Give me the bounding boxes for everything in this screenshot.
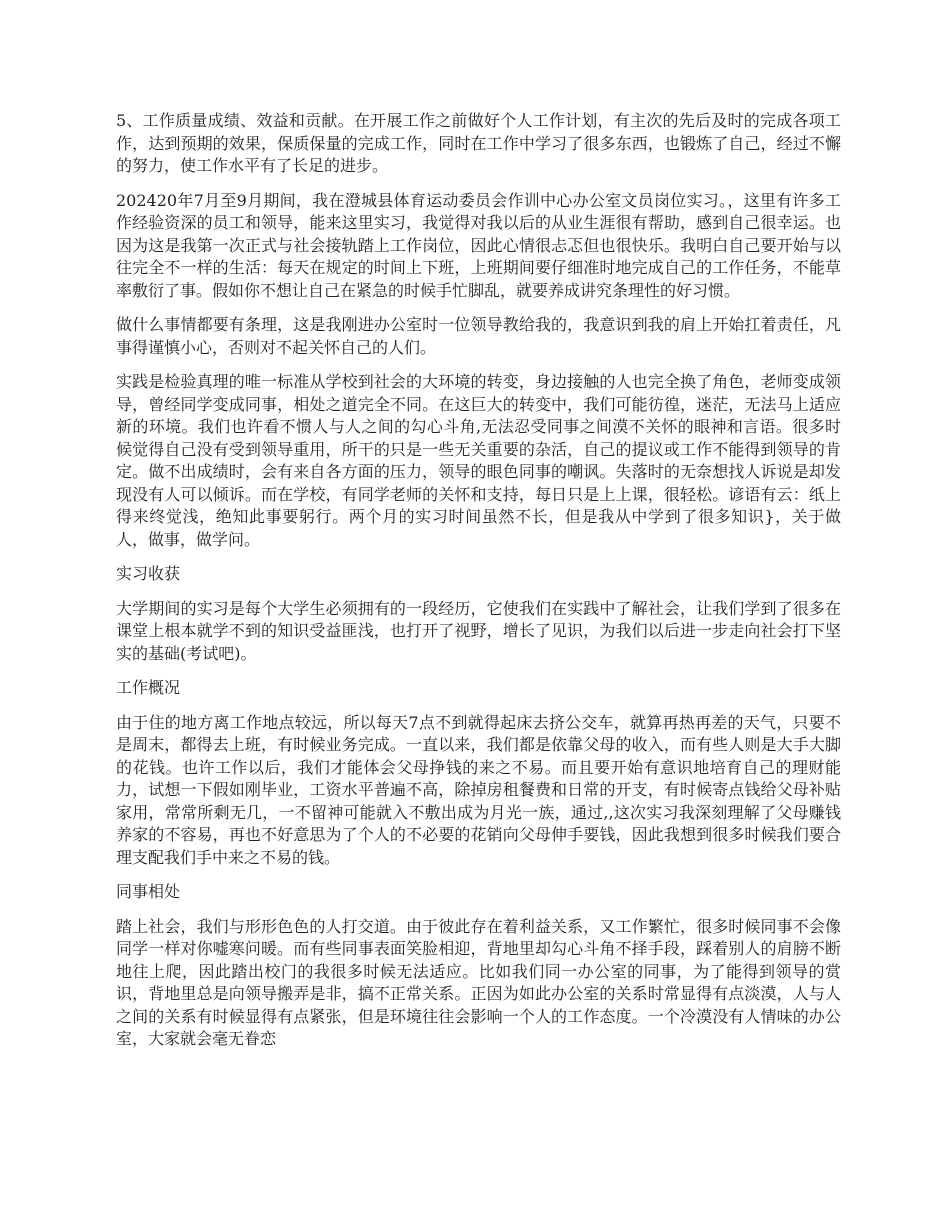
paragraph-practice-truth: 实践是检验真理的唯一标准从学校到社会的大环境的转变，身边接触的人也完全换了角色，老师变成领导，曾经同学变成同事，相处之道完全不同。在这巨大的转变中，我们可能彷徨，迷茫，无法马上适应新的环境。我们也许看不惯人与人之间的勾心斗角,无法忍受同事之间漠不关怀的眼神和言语。很多时候觉得自己没有受到领导重用，所干的只是一些无关重要的杂活，自己的提议或工作不能得到领导的肯定。做不出成绩时，会有来自各方面的压力，领导的眼色同事的嘲讽。失落时的无奈想找人诉说是却发现没有人可以倾诉。而在学校，有同学老师的关怀和支持，每日只是上上课，很轻松。谚语有云：纸上得来终觉浅，绝知此事要躬行。两个月的实习时间虽然不长，但是我从中学到了很多知识}，关于做人，做事，做学问。 — [116, 372, 841, 549]
section-heading-harvest: 实习收获 — [116, 564, 181, 583]
section-heading-overview: 工作概况 — [116, 678, 181, 697]
paragraph-colleagues: 踏上社会，我们与形形色色的人打交道。由于彼此存在着利益关系，又工作繁忙，很多时候同事不会像同学一样对你嘘寒问暖。而有些同事表面笑脸相迎，背地里却勾心斗角不择手段，踩着别人的肩膀不断地往上爬，因此踏出校门的我很多时候无法适应。比如我们同一办公室的同事，为了能得到领导的赏识，背地里总是向领导搬弄是非，搞不正常关系。正因为如此办公室的关系时常显得有点淡漠，人与人之间的关系有时候显得有点紧张，但是环境往往会影响一个人的工作态度。一个冷漠没有人情味的办公室，大家就会毫无眷恋 — [116, 916, 841, 1048]
paragraph-work-quality: 5、工作质量成绩、效益和贡献。在开展工作之前做好个人工作计划，有主次的先后及时的完成各项工作，达到预期的效果，保质保量的完成工作，同时在工作中学习了很多东西，也锻炼了自己，经过不懈的努力，使工作水平有了长足的进步。 — [116, 111, 841, 175]
paragraph-orderliness: 做什么事情都要有条理，这是我刚进办公室时一位领导教给我的，我意识到我的肩上开始扛着责任，凡事得谨慎小心，否则对不起关怀自己的人们。 — [116, 315, 841, 357]
paragraph-harvest: 大学期间的实习是每个大学生必须拥有的一段经历，它使我们在实践中了解社会，让我们学到了很多在课堂上根本就学不到的知识受益匪浅，也打开了视野，增长了见识，为我们以后进一步走向社会打下坚实的基础(考试吧)。 — [116, 598, 841, 663]
document-body — [116, 110, 841, 1063]
paragraph-internship-intro: 202420年7月至9月期间，我在澄城县体育运动委员会作训中心办公室文员岗位实习。，这里有许多工作经验资深的员工和领导，能来这里实习，我觉得对我以后的从业生涯很有帮助，感到自己很幸运。也因为这是我第一次正式与社会接轨踏上工作岗位，因此心情很忐忑但也很快乐。我明白自己要开始与以往完全不一样的生活：每天在规定的时间上下班，上班期间要仔细准时地完成自己的工作任务，不能草率敷衍了事。假如你不想让自己在紧急的时候手忙脚乱，就要养成讲究条理性的好习惯。 — [116, 190, 841, 300]
paragraph-overview: 由于住的地方离工作地点较远，所以每天7点不到就得起床去挤公交车，就算再热再差的天气，只要不是周末，都得去上班，有时候业务完成。一直以来，我们都是依靠父母的收入，而有些人则是大手大脚的花钱。也许工作以后，我们才能体会父母挣钱的来之不易。而且要开始有意识地培育自己的理财能力，试想一下假如刚毕业，工资水平普遍不高，除掉房租餐费和日常的开支，有时候寄点钱给父母补贴家用，常常所剩无几，一不留神可能就入不敷出成为月光一族，通过,,这次实习我深刻理解了父母赚钱养家的不容易，再也不好意思为了个人的不必要的花销向父母伸手要钱，因此我想到很多时候我们要合理支配我们手中来之不易的钱。 — [116, 712, 841, 867]
section-heading-colleagues: 同事相处 — [116, 882, 181, 901]
